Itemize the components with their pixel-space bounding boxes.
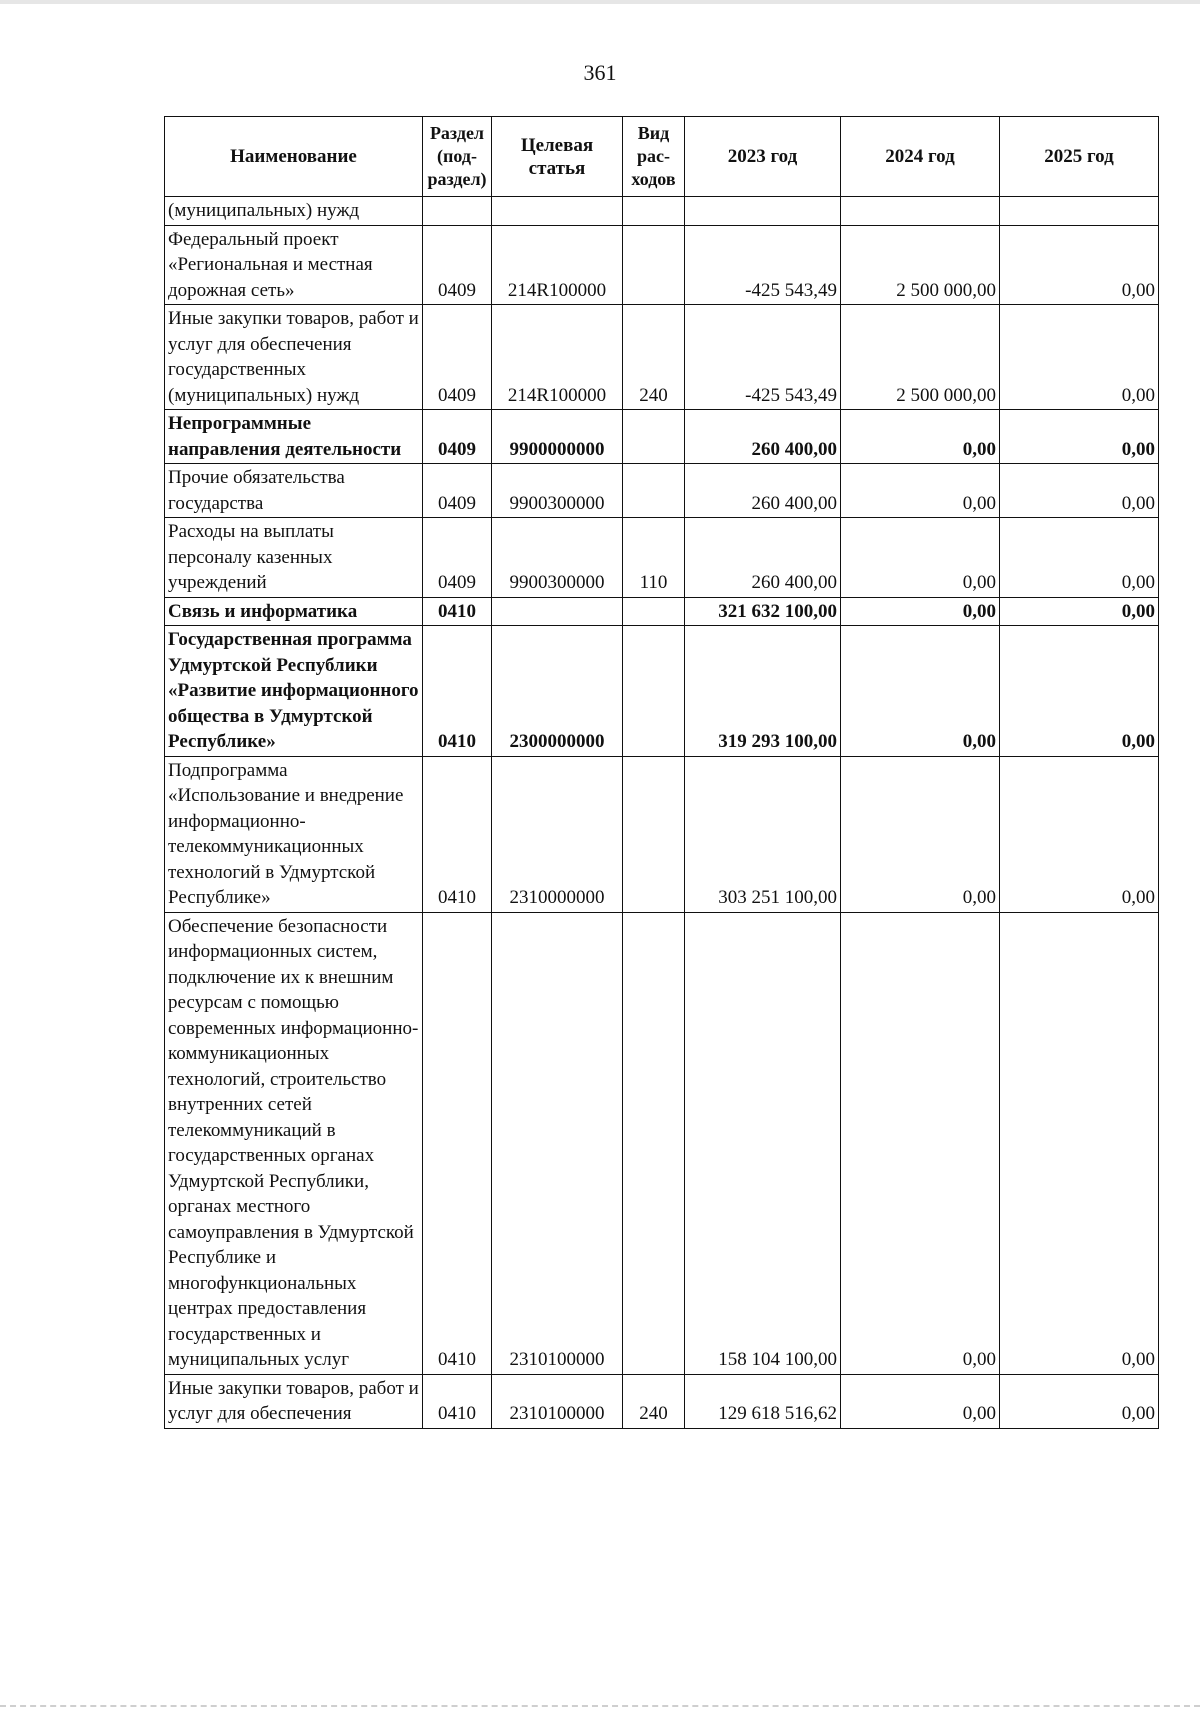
cell-2023	[685, 197, 841, 226]
cell-2025: 0,00	[1000, 756, 1159, 912]
cell-target: 214R100000	[492, 225, 623, 305]
header-target: Целевая статья	[492, 117, 623, 197]
cell-target	[492, 597, 623, 626]
cell-name: Федеральный проект «Региональная и местная дорожная сеть»	[165, 225, 423, 305]
cell-2025: 0,00	[1000, 410, 1159, 464]
cell-name: Обеспечение безопасности информационных систем, подключение их к внешним ресурсам с помощью современных информационно-коммуникационных технологий, строительство внутренних сетей телекоммуникаций в государственных органах Удмуртской Республики, органах местного самоуправления в Удмуртской Республике и многофункциональных центрах предоставления государственных и муниципальных услуг	[165, 912, 423, 1374]
cell-2025: 0,00	[1000, 597, 1159, 626]
cell-2023: 129 618 516,62	[685, 1374, 841, 1428]
table-row	[165, 410, 1159, 464]
cell-2023: 321 632 100,00	[685, 597, 841, 626]
cell-section: 0410	[423, 756, 492, 912]
cell-2025	[1000, 197, 1159, 226]
cell-section: 0409	[423, 518, 492, 598]
cell-2025: 0,00	[1000, 518, 1159, 598]
cell-target: 9900300000	[492, 518, 623, 598]
cell-name: Прочие обязательства государства	[165, 464, 423, 518]
header-kind: Вид рас-ходов	[623, 117, 685, 197]
cell-2025: 0,00	[1000, 225, 1159, 305]
cell-kind	[623, 626, 685, 757]
bottom-scan-border	[0, 1705, 1200, 1710]
cell-section: 0410	[423, 626, 492, 757]
cell-name: Подпрограмма «Использование и внедрение информационно-телекоммуникационных технологий в Удмуртской Республике»	[165, 756, 423, 912]
cell-2025: 0,00	[1000, 912, 1159, 1374]
cell-kind	[623, 756, 685, 912]
table-row	[165, 305, 1159, 410]
header-name: Наименование	[165, 117, 423, 197]
cell-kind: 240	[623, 305, 685, 410]
cell-section: 0410	[423, 1374, 492, 1428]
cell-2024: 0,00	[841, 597, 1000, 626]
cell-2024: 0,00	[841, 410, 1000, 464]
cell-target: 9900000000	[492, 410, 623, 464]
cell-2025: 0,00	[1000, 464, 1159, 518]
cell-target	[492, 197, 623, 226]
table-row	[165, 518, 1159, 598]
header-2025: 2025 год	[1000, 117, 1159, 197]
cell-section: 0409	[423, 410, 492, 464]
cell-target: 2310100000	[492, 912, 623, 1374]
cell-kind	[623, 464, 685, 518]
table-row	[165, 597, 1159, 626]
table-row	[165, 225, 1159, 305]
cell-2024: 0,00	[841, 464, 1000, 518]
cell-name: Непрограммные направления деятельности	[165, 410, 423, 464]
cell-2023: -425 543,49	[685, 225, 841, 305]
cell-2023: 260 400,00	[685, 518, 841, 598]
cell-2023: -425 543,49	[685, 305, 841, 410]
cell-kind	[623, 912, 685, 1374]
table-row	[165, 1374, 1159, 1428]
page-number: 361	[583, 60, 617, 85]
cell-name: Связь и информатика	[165, 597, 423, 626]
cell-2023: 303 251 100,00	[685, 756, 841, 912]
cell-kind: 240	[623, 1374, 685, 1428]
cell-target: 9900300000	[492, 464, 623, 518]
cell-section: 0410	[423, 597, 492, 626]
cell-2024: 0,00	[841, 912, 1000, 1374]
cell-name: (муниципальных) нужд	[165, 197, 423, 226]
cell-target: 214R100000	[492, 305, 623, 410]
cell-2023: 319 293 100,00	[685, 626, 841, 757]
header-2024: 2024 год	[841, 117, 1000, 197]
cell-2024: 2 500 000,00	[841, 225, 1000, 305]
table-row	[165, 464, 1159, 518]
cell-2023: 260 400,00	[685, 410, 841, 464]
cell-target: 2310100000	[492, 1374, 623, 1428]
cell-2025: 0,00	[1000, 305, 1159, 410]
cell-section: 0410	[423, 912, 492, 1374]
cell-kind	[623, 410, 685, 464]
table-row	[165, 626, 1159, 757]
header-section: Раздел (под-раздел)	[423, 117, 492, 197]
cell-2024: 0,00	[841, 756, 1000, 912]
cell-section: 0409	[423, 225, 492, 305]
cell-name: Иные закупки товаров, работ и услуг для обеспечения	[165, 1374, 423, 1428]
cell-section	[423, 197, 492, 226]
cell-2024: 0,00	[841, 626, 1000, 757]
header-2023: 2023 год	[685, 117, 841, 197]
cell-name: Расходы на выплаты персоналу казенных учреждений	[165, 518, 423, 598]
cell-name: Иные закупки товаров, работ и услуг для обеспечения государственных (муниципальных) нужд	[165, 305, 423, 410]
cell-kind	[623, 597, 685, 626]
cell-2025: 0,00	[1000, 1374, 1159, 1428]
cell-2023: 158 104 100,00	[685, 912, 841, 1374]
header-row	[165, 117, 1159, 197]
cell-kind: 110	[623, 518, 685, 598]
cell-2025: 0,00	[1000, 626, 1159, 757]
cell-section: 0409	[423, 305, 492, 410]
cell-2024: 0,00	[841, 518, 1000, 598]
table-row	[165, 912, 1159, 1374]
cell-kind	[623, 197, 685, 226]
cell-2024: 2 500 000,00	[841, 305, 1000, 410]
cell-2024: 0,00	[841, 1374, 1000, 1428]
budget-table	[164, 116, 1159, 1429]
table-row	[165, 756, 1159, 912]
table-row	[165, 197, 1159, 226]
cell-target: 2310000000	[492, 756, 623, 912]
cell-target: 2300000000	[492, 626, 623, 757]
cell-section: 0409	[423, 464, 492, 518]
top-scan-border	[0, 0, 1200, 4]
cell-name: Государственная программа Удмуртской Республики «Развитие информационного общества в Удмуртской Республике»	[165, 626, 423, 757]
cell-2023: 260 400,00	[685, 464, 841, 518]
cell-2024	[841, 197, 1000, 226]
cell-kind	[623, 225, 685, 305]
